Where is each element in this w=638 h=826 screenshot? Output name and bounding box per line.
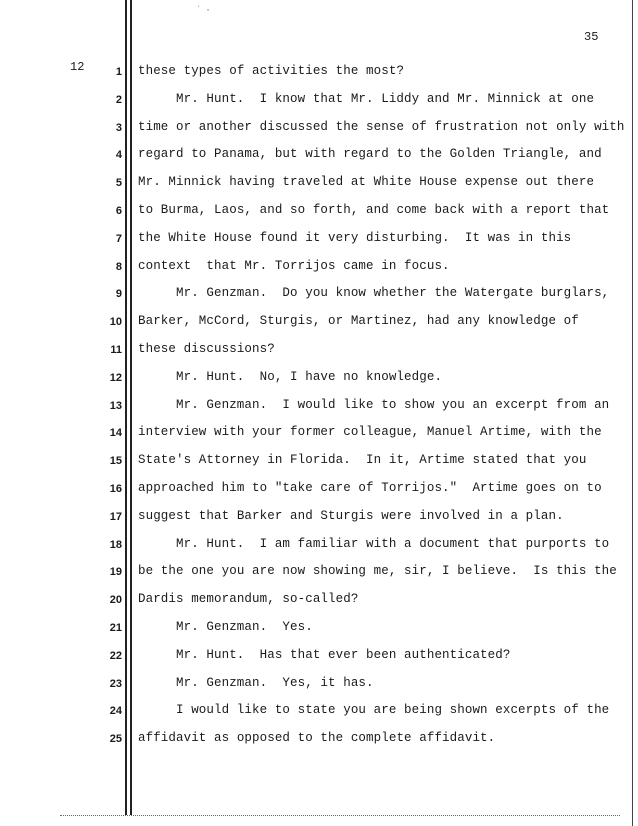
- transcript-line: State's Attorney in Florida. In it, Artime stated that you: [138, 453, 587, 468]
- transcript-line: Mr. Genzman. Do you know whether the Watergate burglars,: [176, 286, 610, 301]
- transcript-line: to Burma, Laos, and so forth, and come back with a report that: [138, 203, 610, 217]
- bottom-rule: [60, 815, 620, 816]
- line-number: 20: [109, 594, 122, 607]
- transcript-line: suggest that Barker and Sturgis were involved in a plan.: [138, 508, 564, 523]
- transcript-line: these discussions?: [138, 342, 275, 356]
- transcript-line: Dardis memorandum, so-called?: [138, 592, 359, 607]
- left-margin-rule-inner: [130, 0, 132, 815]
- transcript-line: Mr. Hunt. No, I have no knowledge.: [176, 369, 443, 384]
- transcript-line: Mr. Minnick having traveled at White House expense out there: [138, 175, 595, 190]
- transcript-line: time or another discussed the sense of frustration not only with: [138, 119, 625, 134]
- line-number: 10: [109, 316, 122, 329]
- line-number: 13: [109, 399, 122, 412]
- line-number: 4: [115, 149, 122, 162]
- line-number: 18: [109, 538, 122, 551]
- transcript-line: approached him to "take care of Torrijos." Artime goes on to: [138, 481, 602, 495]
- transcript-line: Mr. Hunt. Has that ever been authenticated?: [176, 647, 511, 662]
- line-number: 9: [115, 288, 122, 301]
- line-number: 14: [109, 427, 122, 440]
- scan-mark: ˙ ·: [196, 6, 211, 15]
- line-number: 16: [109, 483, 122, 495]
- transcript-line: these types of activities the most?: [138, 64, 405, 78]
- line-number: 23: [109, 677, 122, 690]
- line-number: 7: [115, 232, 122, 245]
- transcript-line: interview with your former colleague, Manuel Artime, with the: [138, 425, 602, 440]
- line-number: 17: [109, 510, 122, 523]
- transcript-line: context that Mr. Torrijos came in focus.: [138, 258, 450, 273]
- transcript-line: the White House found it very disturbing. It was in this: [138, 230, 572, 245]
- section-number: 12: [70, 60, 85, 74]
- line-number: 24: [109, 705, 122, 718]
- right-margin-rule: [632, 0, 633, 826]
- line-number: 5: [115, 177, 122, 190]
- transcript-line: I would like to state you are being shown excerpts of the: [176, 703, 610, 718]
- transcript-line: Barker, McCord, Sturgis, or Martinez, had any knowledge of: [138, 314, 579, 329]
- line-number: 2: [115, 93, 122, 106]
- transcript-line: Mr. Hunt. I am familiar with a document that purports to: [176, 536, 610, 551]
- page-number: 35: [584, 30, 599, 44]
- transcript-line: Mr. Genzman. Yes.: [176, 620, 313, 634]
- line-number: 1: [115, 66, 122, 78]
- left-margin-rule: [125, 0, 127, 815]
- line-number: 15: [109, 455, 122, 468]
- transcript-line: regard to Panama, but with regard to the Golden Triangle, and: [138, 147, 602, 162]
- transcript-line: Mr. Genzman. Yes, it has.: [176, 675, 374, 690]
- line-number: 6: [115, 205, 122, 217]
- transcript-line: Mr. Genzman. I would like to show you an excerpt from an: [176, 397, 610, 412]
- line-number: 8: [115, 260, 122, 273]
- line-number: 21: [109, 622, 122, 634]
- line-number: 25: [109, 733, 122, 746]
- transcript-line: Mr. Hunt. I know that Mr. Liddy and Mr. Minnick at one: [176, 91, 595, 106]
- line-number: 11: [110, 344, 122, 356]
- line-number: 22: [109, 649, 122, 662]
- line-number: 12: [109, 371, 122, 384]
- line-number: 19: [109, 566, 122, 579]
- transcript-line: be the one you are now showing me, sir, I believe. Is this the: [138, 564, 617, 579]
- line-number: 3: [115, 121, 122, 134]
- transcript-line: affidavit as opposed to the complete affidavit.: [138, 731, 496, 746]
